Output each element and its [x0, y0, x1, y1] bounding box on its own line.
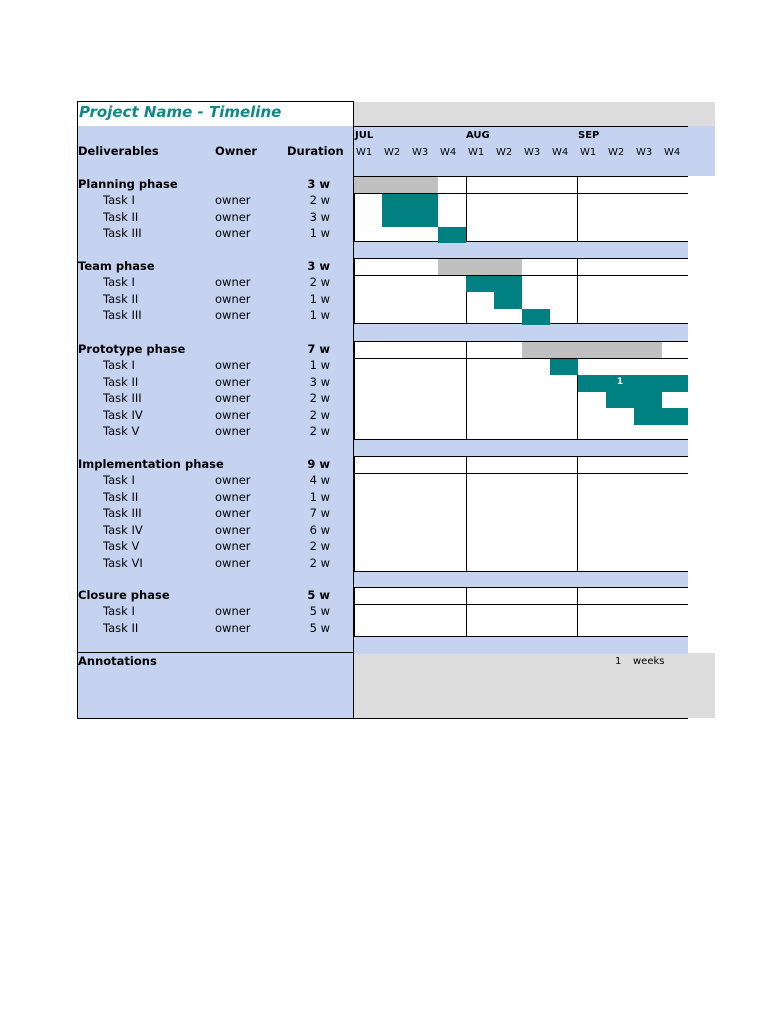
task-owner: owner	[215, 620, 251, 635]
week-label: W2	[608, 147, 625, 158]
task-duration: 1 w	[309, 308, 330, 322]
gantt-phase-panel	[354, 587, 688, 637]
phase-duration: 3 w	[307, 259, 330, 273]
phase-summary-bar	[438, 259, 522, 275]
header-divider	[354, 126, 688, 127]
task-name: Task II	[103, 489, 139, 504]
phase-name: Implementation phase	[78, 457, 224, 471]
task-name: Task I	[103, 275, 135, 289]
gantt-phase-divider	[354, 473, 688, 474]
task-duration: 5 w	[309, 620, 330, 635]
task-duration: 2 w	[309, 555, 330, 570]
gantt-month-divider	[577, 456, 578, 572]
task-bar	[466, 276, 522, 293]
gantt-month-divider	[466, 176, 467, 242]
header-deliverables: Deliverables	[78, 144, 159, 158]
task-bar	[578, 375, 688, 392]
scale-value: 1	[615, 656, 622, 667]
task-name: Task II	[103, 209, 139, 224]
task-bar	[550, 359, 578, 376]
week-label: W1	[468, 147, 485, 158]
week-label: W4	[664, 147, 681, 158]
week-label: W1	[356, 147, 373, 158]
header-duration: Duration	[287, 144, 344, 158]
task-bar	[382, 210, 438, 227]
gantt-month-divider	[466, 341, 467, 440]
task-name: Task III	[103, 506, 142, 520]
header-gray-strip	[354, 102, 715, 126]
task-name: Task I	[103, 193, 135, 207]
task-name: Task V	[103, 539, 140, 553]
week-label: W3	[524, 147, 541, 158]
week-label: W3	[412, 147, 429, 158]
week-label: W1	[580, 147, 597, 158]
task-name: Task VI	[103, 555, 143, 570]
gantt-gap-band	[354, 637, 688, 654]
gantt-month-divider	[466, 587, 467, 637]
gantt-gap-band	[354, 324, 688, 341]
gantt-month-divider	[577, 176, 578, 242]
task-name: Task IV	[103, 407, 143, 422]
task-duration: 3 w	[309, 374, 330, 389]
phase-duration: 7 w	[307, 342, 330, 356]
task-duration: 5 w	[309, 604, 330, 618]
week-label: W2	[384, 147, 401, 158]
task-duration: 3 w	[309, 209, 330, 224]
task-duration: 7 w	[309, 506, 330, 520]
task-duration: 1 w	[309, 291, 330, 306]
task-duration: 1 w	[309, 358, 330, 372]
phase-name: Prototype phase	[78, 342, 186, 356]
task-owner: owner	[215, 522, 251, 537]
phase-duration: 3 w	[307, 177, 330, 191]
task-owner: owner	[215, 424, 251, 438]
page-title: Project Name - Timeline	[79, 103, 282, 121]
task-owner: owner	[215, 374, 251, 389]
task-duration: 2 w	[309, 193, 330, 207]
task-name: Task II	[103, 374, 139, 389]
task-duration: 2 w	[309, 275, 330, 289]
task-bar	[606, 392, 662, 409]
task-duration: 1 w	[309, 489, 330, 504]
gantt-gap-band	[354, 242, 688, 259]
month-label: SEP	[578, 130, 600, 141]
task-owner: owner	[215, 226, 251, 240]
task-owner: owner	[215, 358, 251, 372]
task-name: Task V	[103, 424, 140, 438]
task-owner: owner	[215, 209, 251, 224]
task-bar	[634, 408, 688, 425]
phase-duration: 9 w	[307, 457, 330, 471]
task-owner: owner	[215, 489, 251, 504]
task-duration: 2 w	[309, 391, 330, 405]
task-name: Task II	[103, 291, 139, 306]
gantt-gap-band	[354, 440, 688, 457]
week-label: W4	[552, 147, 569, 158]
bottom-border	[77, 718, 688, 719]
task-owner: owner	[215, 555, 251, 570]
task-owner: owner	[215, 473, 251, 487]
task-owner: owner	[215, 506, 251, 520]
task-duration: 1 w	[309, 226, 330, 240]
week-label: W4	[440, 147, 457, 158]
gantt-phase-divider	[354, 604, 688, 605]
month-label: AUG	[466, 130, 490, 141]
task-owner: owner	[215, 539, 251, 553]
task-name: Task IV	[103, 522, 143, 537]
task-bar	[438, 227, 466, 244]
month-label: JUL	[355, 130, 374, 141]
scale-unit: weeks	[633, 656, 665, 667]
task-duration: 6 w	[309, 522, 330, 537]
annotations-label: Annotations	[78, 654, 157, 668]
task-owner: owner	[215, 193, 251, 207]
task-name: Task III	[103, 226, 142, 240]
task-bar	[494, 292, 522, 309]
week-label: W2	[496, 147, 513, 158]
phase-name: Closure phase	[78, 588, 170, 602]
gantt-month-divider	[466, 456, 467, 572]
task-name: Task I	[103, 604, 135, 618]
task-owner: owner	[215, 275, 251, 289]
left-border	[77, 101, 78, 719]
task-bar	[522, 309, 550, 326]
week-label: W3	[636, 147, 653, 158]
phase-name: Planning phase	[78, 177, 178, 191]
task-owner: owner	[215, 291, 251, 306]
phase-summary-bar	[354, 177, 438, 193]
phase-duration: 5 w	[307, 588, 330, 602]
task-bar-label: 1	[616, 377, 624, 387]
task-duration: 2 w	[309, 539, 330, 553]
task-name: Task III	[103, 308, 142, 322]
task-owner: owner	[215, 407, 251, 422]
gantt-month-divider	[577, 258, 578, 324]
task-duration: 2 w	[309, 407, 330, 422]
gantt-phase-divider	[354, 358, 688, 359]
task-bar	[382, 194, 438, 211]
task-owner: owner	[215, 604, 251, 618]
task-duration: 2 w	[309, 424, 330, 438]
phase-name: Team phase	[78, 259, 155, 273]
task-name: Task I	[103, 358, 135, 372]
gantt-gap-band	[354, 572, 688, 589]
task-duration: 4 w	[309, 473, 330, 487]
task-name: Task III	[103, 391, 142, 405]
task-owner: owner	[215, 308, 251, 322]
annotations-divider	[77, 652, 354, 653]
task-owner: owner	[215, 391, 251, 405]
phase-summary-bar	[522, 342, 662, 358]
task-name: Task II	[103, 620, 139, 635]
header-owner: Owner	[215, 144, 258, 158]
task-name: Task I	[103, 473, 135, 487]
gantt-month-divider	[577, 587, 578, 637]
